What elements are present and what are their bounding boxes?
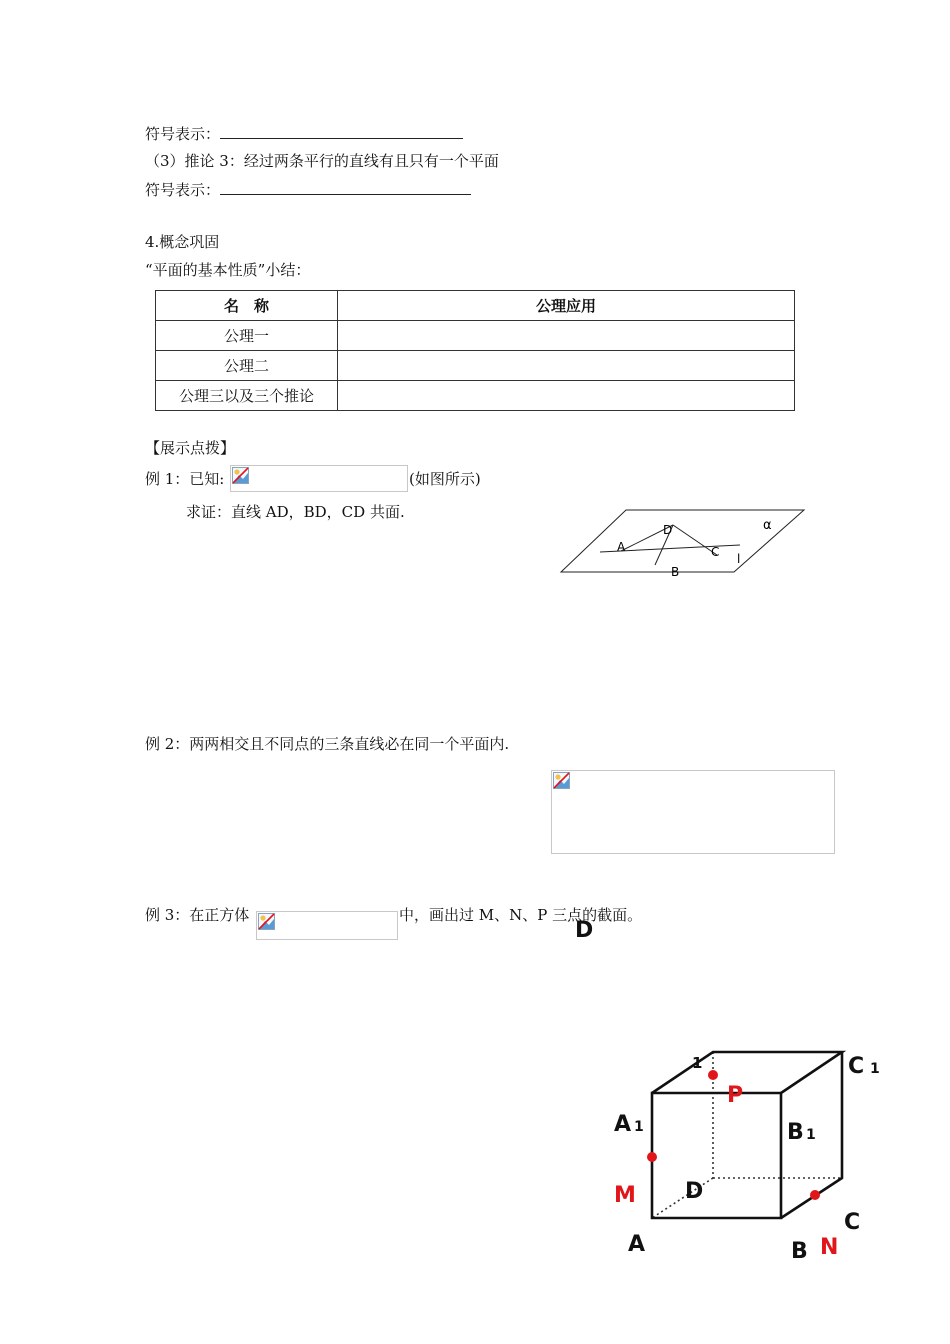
label-a1-subscript: 1 [634, 1119, 644, 1135]
label-a: A [617, 540, 626, 554]
label-c: C [711, 545, 720, 559]
example-1-prefix: 例 1：已知: [145, 470, 225, 488]
label-a: A [628, 1232, 646, 1257]
label-c1-letter: C [848, 1054, 865, 1079]
symbol-label: 符号表示： [145, 181, 221, 199]
label-l: l [737, 552, 741, 566]
table-cell: 公理一 [156, 321, 338, 351]
label-b1-letter: B [787, 1120, 804, 1145]
front-face [652, 1093, 781, 1218]
label-alpha: α [763, 518, 772, 533]
example-1-suffix: (如图所示) [409, 470, 481, 488]
symbol-label: 符号表示： [145, 125, 221, 143]
top-face-edges [652, 1052, 842, 1093]
label-n: N [820, 1235, 839, 1260]
label-b: B [671, 565, 680, 579]
label-b: B [791, 1239, 808, 1264]
label-d: D [685, 1179, 704, 1204]
label-d1-letter: D [575, 918, 594, 943]
label-c: C [844, 1210, 861, 1235]
corollary-3: （3）推论 3：经过两条平行的直线有且只有一个平面 [145, 152, 499, 170]
example-1-prove: 求证：直线 AD，BD，CD 共面. [186, 503, 405, 521]
table-cell: 公理二 [156, 351, 338, 381]
point-p [708, 1070, 718, 1080]
example-2-text: 例 2：两两相交且不同点的三条直线必在同一个平面内. [145, 735, 510, 753]
example-3-prefix: 例 3：在正方体 [145, 906, 250, 924]
example-3-suffix: 中，画出过 M、N、P 三点的截面。 [399, 906, 643, 924]
hidden-edge-da [652, 1178, 713, 1218]
label-d: D [663, 523, 673, 537]
table-header-cell: 公理应用 [338, 291, 795, 321]
label-m: M [614, 1183, 636, 1208]
point-m [647, 1152, 657, 1162]
summary-intro: “平面的基本性质”小结： [145, 261, 311, 279]
section-heading: 4.概念巩固 [145, 233, 220, 251]
label-d1-subscript: 1 [692, 1054, 703, 1072]
table-cell: 公理三以及三个推论 [156, 381, 338, 411]
point-n [810, 1190, 820, 1200]
label-p: P [727, 1083, 744, 1108]
label-a1-letter: A [614, 1112, 632, 1137]
label-b1-subscript: 1 [806, 1127, 816, 1143]
label-c1-subscript: 1 [870, 1061, 880, 1077]
show-section-heading: 【展示点拨】 [145, 439, 236, 457]
table-header-cell: 名 称 [156, 291, 338, 321]
